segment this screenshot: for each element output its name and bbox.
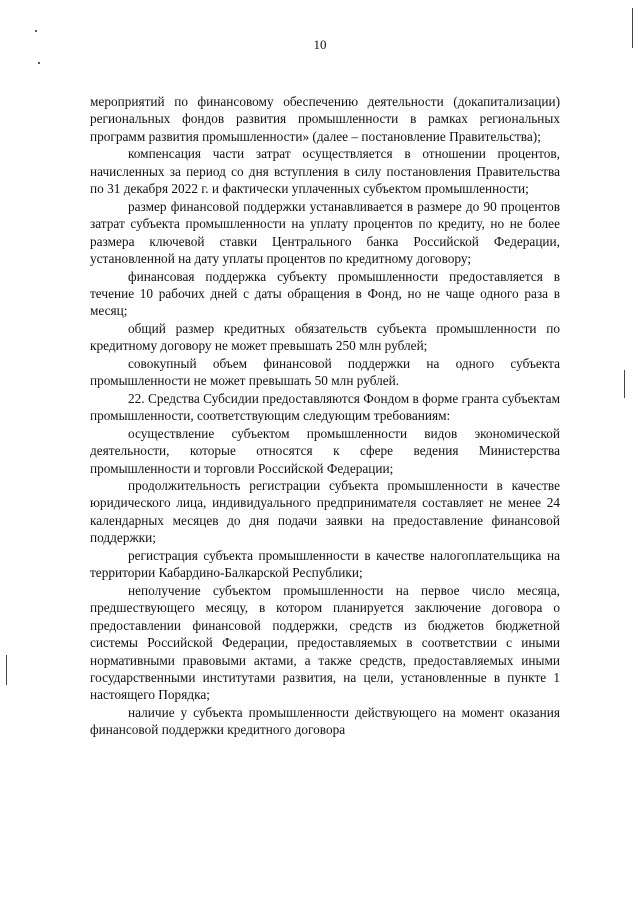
paragraph: компенсация части затрат осуществляется в отношении процентов, начисленных за период со дня вступления в силу постановления Правительства по 31 декабря 2022 г. и фактически уплаченных субъектом промышленности; <box>90 146 560 197</box>
scan-speck <box>35 30 37 32</box>
paragraph: осуществление субъектом промышленности видов экономической деятельности, которые относятся к сфере ведения Министерства промышленности и торговли Российской Федерации; <box>90 425 560 476</box>
paragraph: общий размер кредитных обязательств субъекта промышленности по кредитному договору не может превышать 250 млн рублей; <box>90 320 560 354</box>
paragraph: финансовая поддержка субъекту промышленности предоставляется в течение 10 рабочих дней с даты обращения в Фонд, но не чаще одного раза в месяц; <box>90 268 560 319</box>
paragraph: размер финансовой поддержки устанавливается в размере до 90 процентов затрат субъекта промышленности на уплату процентов по кредиту, но не более размера ключевой ставки Центрального банка Российской Федерации, установленной на дату уплаты процентов по кредитному договору; <box>90 198 560 267</box>
paragraph: регистрация субъекта промышленности в качестве налогоплательщика на территории Кабардино-Балкарской Республики; <box>90 547 560 581</box>
paragraph: совокупный объем финансовой поддержки на одного субъекта промышленности не может превышать 50 млн рублей. <box>90 355 560 389</box>
paragraph: мероприятий по финансовому обеспечению деятельности (докапитализации) региональных фондов развития промышленности в рамках региональных программ развития промышленности» (далее – постановление Правительства); <box>90 94 560 144</box>
scan-speck <box>38 62 40 64</box>
paragraph: 22. Средства Субсидии предоставляются Фондом в форме гранта субъектам промышленности, соответствующим следующим требованиям: <box>90 390 560 424</box>
document-body <box>90 93 560 739</box>
scan-edge-line <box>632 8 633 48</box>
scan-edge-line <box>6 655 7 685</box>
scan-edge-line <box>624 370 625 398</box>
paragraph: продолжительность регистрации субъекта промышленности в качестве юридического лица, индивидуального предпринимателя составляет не менее 24 календарных месяцев до дня подачи заявки на предоставление финансовой поддержки; <box>90 477 560 546</box>
paragraph: наличие у субъекта промышленности действующего на момент оказания финансовой поддержки кредитного договора <box>90 704 560 738</box>
paragraph: неполучение субъектом промышленности на первое число месяца, предшествующего месяцу, в котором планируется заключение договора о предоставлении финансовой поддержки, средств из бюджетов бюджетной системы Российской Федерации, предоставляемых в соответствии с иными нормативными правовыми актами, а также средств, предоставляемых иными государственными институтами развития, на цели, установленные в пункте 1 настоящего Порядка; <box>90 582 560 703</box>
page-number: 10 <box>313 37 327 52</box>
